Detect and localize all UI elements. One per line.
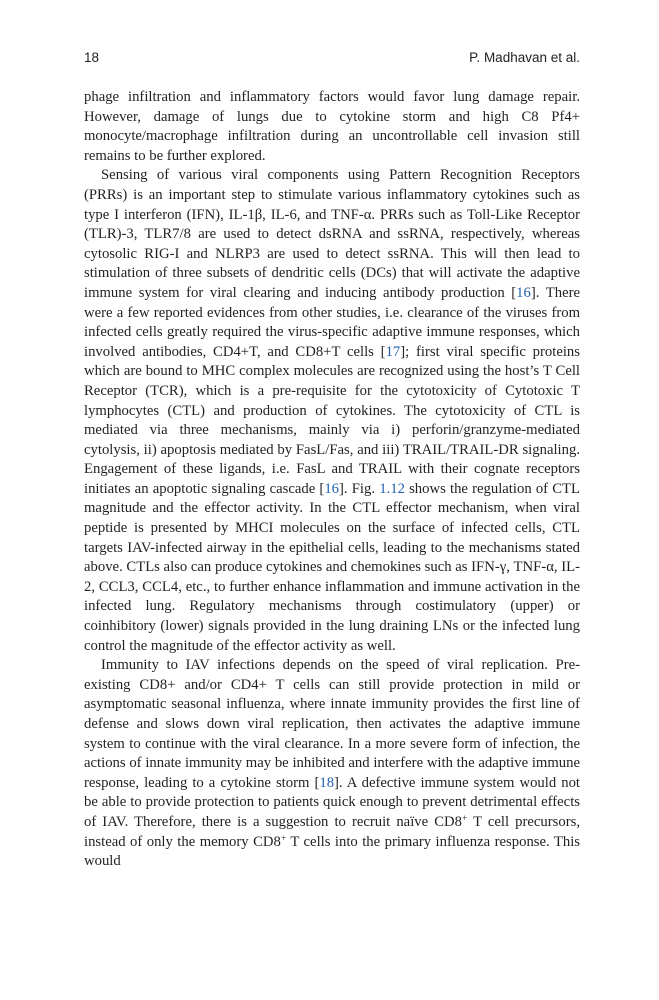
paragraph-text: ]. Fig. [339,480,380,497]
paragraph-1 [84,88,580,166]
citation-link[interactable]: 16 [516,284,531,301]
paragraph-2 [84,166,580,656]
page-number: 18 [84,50,100,65]
paragraph-text: phage infiltration and inflammatory factors would favor lung damage repair. However, damage of lungs due to cytokine storm and high C8 Pf4+ monocyte/macrophage infiltration during an uncontrollable cell invasion still remains to be further explored. [84,89,580,164]
citation-link[interactable]: 17 [385,343,401,360]
body-text [84,88,580,872]
citation-link[interactable]: 18 [319,774,335,791]
citation-link[interactable]: 16 [324,480,340,497]
figure-link[interactable]: 1.12 [379,480,405,497]
paragraph-text: T cell precursors, instead of only the memory CD8 [84,813,580,850]
paragraph-text: ]. There were a few reported evidences from other studies, i.e. clearance of the viruses from infected cells greatly required the virus-specific adaptive immune responses, which involved antibodies, CD4+T, and CD8+T cells [ [84,284,580,360]
paragraph-text: Sensing of various viral components using Pattern Recognition Receptors (PRRs) is an important step to stimulate various inflammatory cytokines such as type I interferon (IFN), IL-1β, IL-6, and TNF-α. PRRs such as Toll-Like Receptor (TLR)-3, TLR7/8 are used to detect dsRNA and ssRNA, respectively, whereas cytosolic RIG-I and NLRP3 are used to detect ssRNA. This will then lead to stimulation of three subsets of dendritic cells (DCs) that will activate the adaptive immune system for viral clearing and inducing antibody production [ [84,167,580,301]
page-header [84,50,580,66]
paragraph-3 [84,656,580,872]
superscript: + [461,813,468,824]
superscript: + [280,833,287,844]
paragraph-text: Immunity to IAV infections depends on the speed of viral replication. Pre-existing CD8+ and/or CD4+ T cells can still provide protection in mild or asymptomatic seasonal influenza, where innate immunity provides the first line of defense and slows down viral replication, then activates the adaptive immune system to continue with the viral clearance. In a more severe form of infection, the actions of innate immunity may be inhibited and interfere with the adaptive immune response, leading to a cytokine storm [ [84,657,580,791]
paragraph-text: ]. A defective immune system would not be able to provide protection to patients quick enough to prevent detrimental effects of IAV. Therefore, there is a suggestion to recruit naïve CD8 [84,774,580,830]
paragraph-text: shows the regulation of CTL magnitude and the effector activity. In the CTL effector mechanism, when viral peptide is presented by MHCI molecules on the surface of infected cells, CTL targets IAV-infected airway in the epithelial cells, leading to the mechanisms stated above. CTLs also can produce cytokines and chemokines such as IFN-γ, TNF-α, IL-2, CCL3, CCL4, etc., to further enhance inflammation and immune activation in the infected lung. Regulatory mechanisms through costimulatory (upper) or coinhibitory (lower) signals provided in the lung draining LNs or the infected lung control the magnitude of the effector activity as well. [84,480,580,654]
paragraph-text: T cells into the primary influenza response. This would [84,833,580,870]
running-head: P. Madhavan et al. [469,50,580,65]
paragraph-text: ]; first viral specific proteins which are bound to MHC complex molecules are recognized using the host’s T Cell Receptor (TCR), which is a pre-requisite for the cytotoxicity of Cytotoxic T lymphocytes (CTL) and production of cytokines. The cytotoxicity of CTL is mediated via three mechanisms, mainly via i) perforin/granzyme-mediated cytolysis, ii) apoptosis mediated by FasL/Fas, and iii) TRAIL/TRAIL-DR signaling. Engagement of these ligands, i.e. FasL and TRAIL with their cognate receptors initiates an apoptotic signaling cascade [ [84,343,580,497]
